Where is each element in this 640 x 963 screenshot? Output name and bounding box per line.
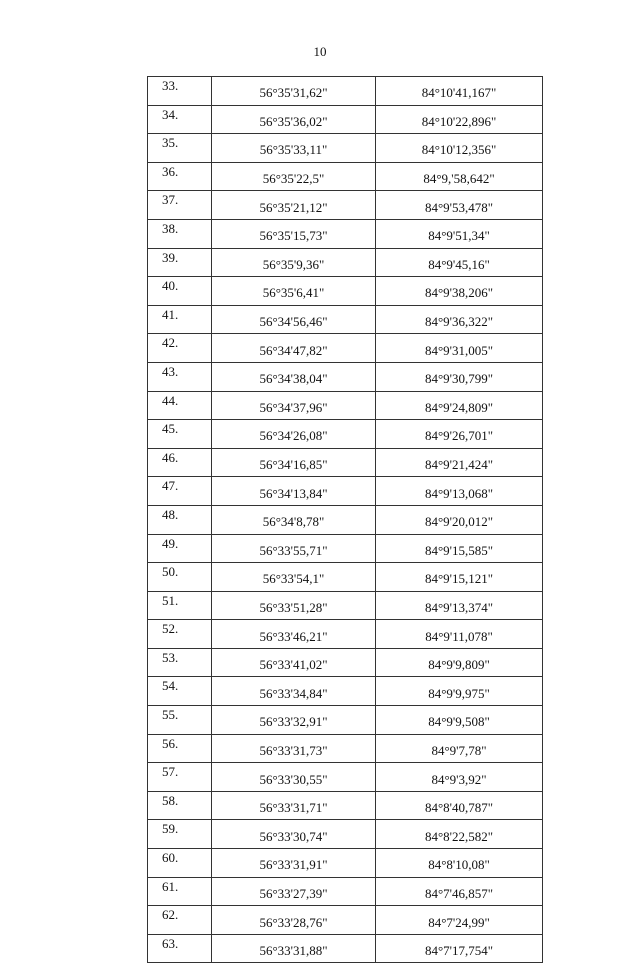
point-number-cell: 57.	[148, 763, 212, 792]
latitude-cell: 56°33'31,88"	[212, 934, 376, 963]
table-row	[148, 334, 543, 363]
table-row	[148, 620, 543, 649]
table-row	[148, 448, 543, 477]
table-row	[148, 477, 543, 506]
table-row	[148, 791, 543, 820]
latitude-cell: 56°34'8,78"	[212, 505, 376, 534]
table-row	[148, 391, 543, 420]
table-row	[148, 191, 543, 220]
point-number-cell: 53.	[148, 648, 212, 677]
latitude-cell: 56°33'41,02"	[212, 648, 376, 677]
point-number-cell: 51.	[148, 591, 212, 620]
latitude-cell: 56°35'21,12"	[212, 191, 376, 220]
longitude-cell: 84°9'9,508"	[376, 706, 543, 735]
table-row	[148, 591, 543, 620]
point-number-cell: 56.	[148, 734, 212, 763]
table-row	[148, 505, 543, 534]
longitude-cell: 84°9,'58,642"	[376, 162, 543, 191]
point-number-cell: 44.	[148, 391, 212, 420]
longitude-cell: 84°9'9,809"	[376, 648, 543, 677]
longitude-cell: 84°10'12,356"	[376, 134, 543, 163]
table-row	[148, 277, 543, 306]
longitude-cell: 84°9'3,92"	[376, 763, 543, 792]
point-number-cell: 60.	[148, 849, 212, 878]
latitude-cell: 56°33'27,39"	[212, 877, 376, 906]
longitude-cell: 84°9'24,809"	[376, 391, 543, 420]
point-number-cell: 47.	[148, 477, 212, 506]
longitude-cell: 84°9'21,424"	[376, 448, 543, 477]
latitude-cell: 56°34'47,82"	[212, 334, 376, 363]
table-row	[148, 362, 543, 391]
latitude-cell: 56°34'13,84"	[212, 477, 376, 506]
table-row	[148, 734, 543, 763]
table-row	[148, 420, 543, 449]
table-row	[148, 849, 543, 878]
longitude-cell: 84°10'22,896"	[376, 105, 543, 134]
latitude-cell: 56°33'54,1"	[212, 563, 376, 592]
table-row	[148, 820, 543, 849]
longitude-cell: 84°9'7,78"	[376, 734, 543, 763]
table-row	[148, 706, 543, 735]
longitude-cell: 84°9'13,374"	[376, 591, 543, 620]
latitude-cell: 56°34'56,46"	[212, 305, 376, 334]
table-row	[148, 763, 543, 792]
table-row	[148, 677, 543, 706]
table-row	[148, 648, 543, 677]
point-number-cell: 49.	[148, 534, 212, 563]
point-number-cell: 35.	[148, 134, 212, 163]
point-number-cell: 54.	[148, 677, 212, 706]
coordinates-table	[147, 76, 543, 963]
latitude-cell: 56°35'22,5"	[212, 162, 376, 191]
point-number-cell: 33.	[148, 77, 212, 106]
point-number-cell: 63.	[148, 934, 212, 963]
table-row	[148, 162, 543, 191]
longitude-cell: 84°9'11,078"	[376, 620, 543, 649]
longitude-cell: 84°9'26,701"	[376, 420, 543, 449]
table-row	[148, 305, 543, 334]
longitude-cell: 84°7'46,857"	[376, 877, 543, 906]
latitude-cell: 56°35'31,62"	[212, 77, 376, 106]
longitude-cell: 84°9'38,206"	[376, 277, 543, 306]
latitude-cell: 56°34'37,96"	[212, 391, 376, 420]
longitude-cell: 84°9'9,975"	[376, 677, 543, 706]
point-number-cell: 43.	[148, 362, 212, 391]
table-row	[148, 248, 543, 277]
latitude-cell: 56°33'46,21"	[212, 620, 376, 649]
point-number-cell: 52.	[148, 620, 212, 649]
point-number-cell: 41.	[148, 305, 212, 334]
table-row	[148, 219, 543, 248]
point-number-cell: 36.	[148, 162, 212, 191]
table-row	[148, 563, 543, 592]
page-number: 10	[313, 44, 327, 59]
point-number-cell: 37.	[148, 191, 212, 220]
latitude-cell: 56°33'31,73"	[212, 734, 376, 763]
point-number-cell: 39.	[148, 248, 212, 277]
longitude-cell: 84°9'51,34"	[376, 219, 543, 248]
point-number-cell: 34.	[148, 105, 212, 134]
longitude-cell: 84°9'13,068"	[376, 477, 543, 506]
latitude-cell: 56°34'26,08"	[212, 420, 376, 449]
table-row	[148, 534, 543, 563]
longitude-cell: 84°9'20,012"	[376, 505, 543, 534]
latitude-cell: 56°33'32,91"	[212, 706, 376, 735]
latitude-cell: 56°33'28,76"	[212, 906, 376, 935]
point-number-cell: 61.	[148, 877, 212, 906]
latitude-cell: 56°33'31,71"	[212, 791, 376, 820]
point-number-cell: 45.	[148, 420, 212, 449]
longitude-cell: 84°9'30,799"	[376, 362, 543, 391]
latitude-cell: 56°35'36,02"	[212, 105, 376, 134]
latitude-cell: 56°33'31,91"	[212, 849, 376, 878]
latitude-cell: 56°35'15,73"	[212, 219, 376, 248]
latitude-cell: 56°33'30,55"	[212, 763, 376, 792]
point-number-cell: 62.	[148, 906, 212, 935]
point-number-cell: 38.	[148, 219, 212, 248]
longitude-cell: 84°9'53,478"	[376, 191, 543, 220]
table-row	[148, 877, 543, 906]
latitude-cell: 56°33'51,28"	[212, 591, 376, 620]
table-row	[148, 134, 543, 163]
latitude-cell: 56°35'6,41"	[212, 277, 376, 306]
latitude-cell: 56°35'33,11"	[212, 134, 376, 163]
table-row	[148, 906, 543, 935]
coordinates-table-body	[148, 77, 543, 963]
table-row	[148, 105, 543, 134]
latitude-cell: 56°34'38,04"	[212, 362, 376, 391]
longitude-cell: 84°9'15,121"	[376, 563, 543, 592]
longitude-cell: 84°9'31,005"	[376, 334, 543, 363]
table-row	[148, 77, 543, 106]
latitude-cell: 56°33'34,84"	[212, 677, 376, 706]
point-number-cell: 40.	[148, 277, 212, 306]
point-number-cell: 42.	[148, 334, 212, 363]
point-number-cell: 59.	[148, 820, 212, 849]
point-number-cell: 50.	[148, 563, 212, 592]
longitude-cell: 84°8'22,582"	[376, 820, 543, 849]
longitude-cell: 84°9'45,16"	[376, 248, 543, 277]
point-number-cell: 46.	[148, 448, 212, 477]
longitude-cell: 84°9'36,322"	[376, 305, 543, 334]
longitude-cell: 84°7'24,99"	[376, 906, 543, 935]
point-number-cell: 58.	[148, 791, 212, 820]
longitude-cell: 84°8'40,787"	[376, 791, 543, 820]
latitude-cell: 56°33'30,74"	[212, 820, 376, 849]
latitude-cell: 56°33'55,71"	[212, 534, 376, 563]
longitude-cell: 84°10'41,167"	[376, 77, 543, 106]
longitude-cell: 84°8'10,08"	[376, 849, 543, 878]
longitude-cell: 84°9'15,585"	[376, 534, 543, 563]
table-row	[148, 934, 543, 963]
longitude-cell: 84°7'17,754"	[376, 934, 543, 963]
point-number-cell: 55.	[148, 706, 212, 735]
latitude-cell: 56°34'16,85"	[212, 448, 376, 477]
latitude-cell: 56°35'9,36"	[212, 248, 376, 277]
point-number-cell: 48.	[148, 505, 212, 534]
